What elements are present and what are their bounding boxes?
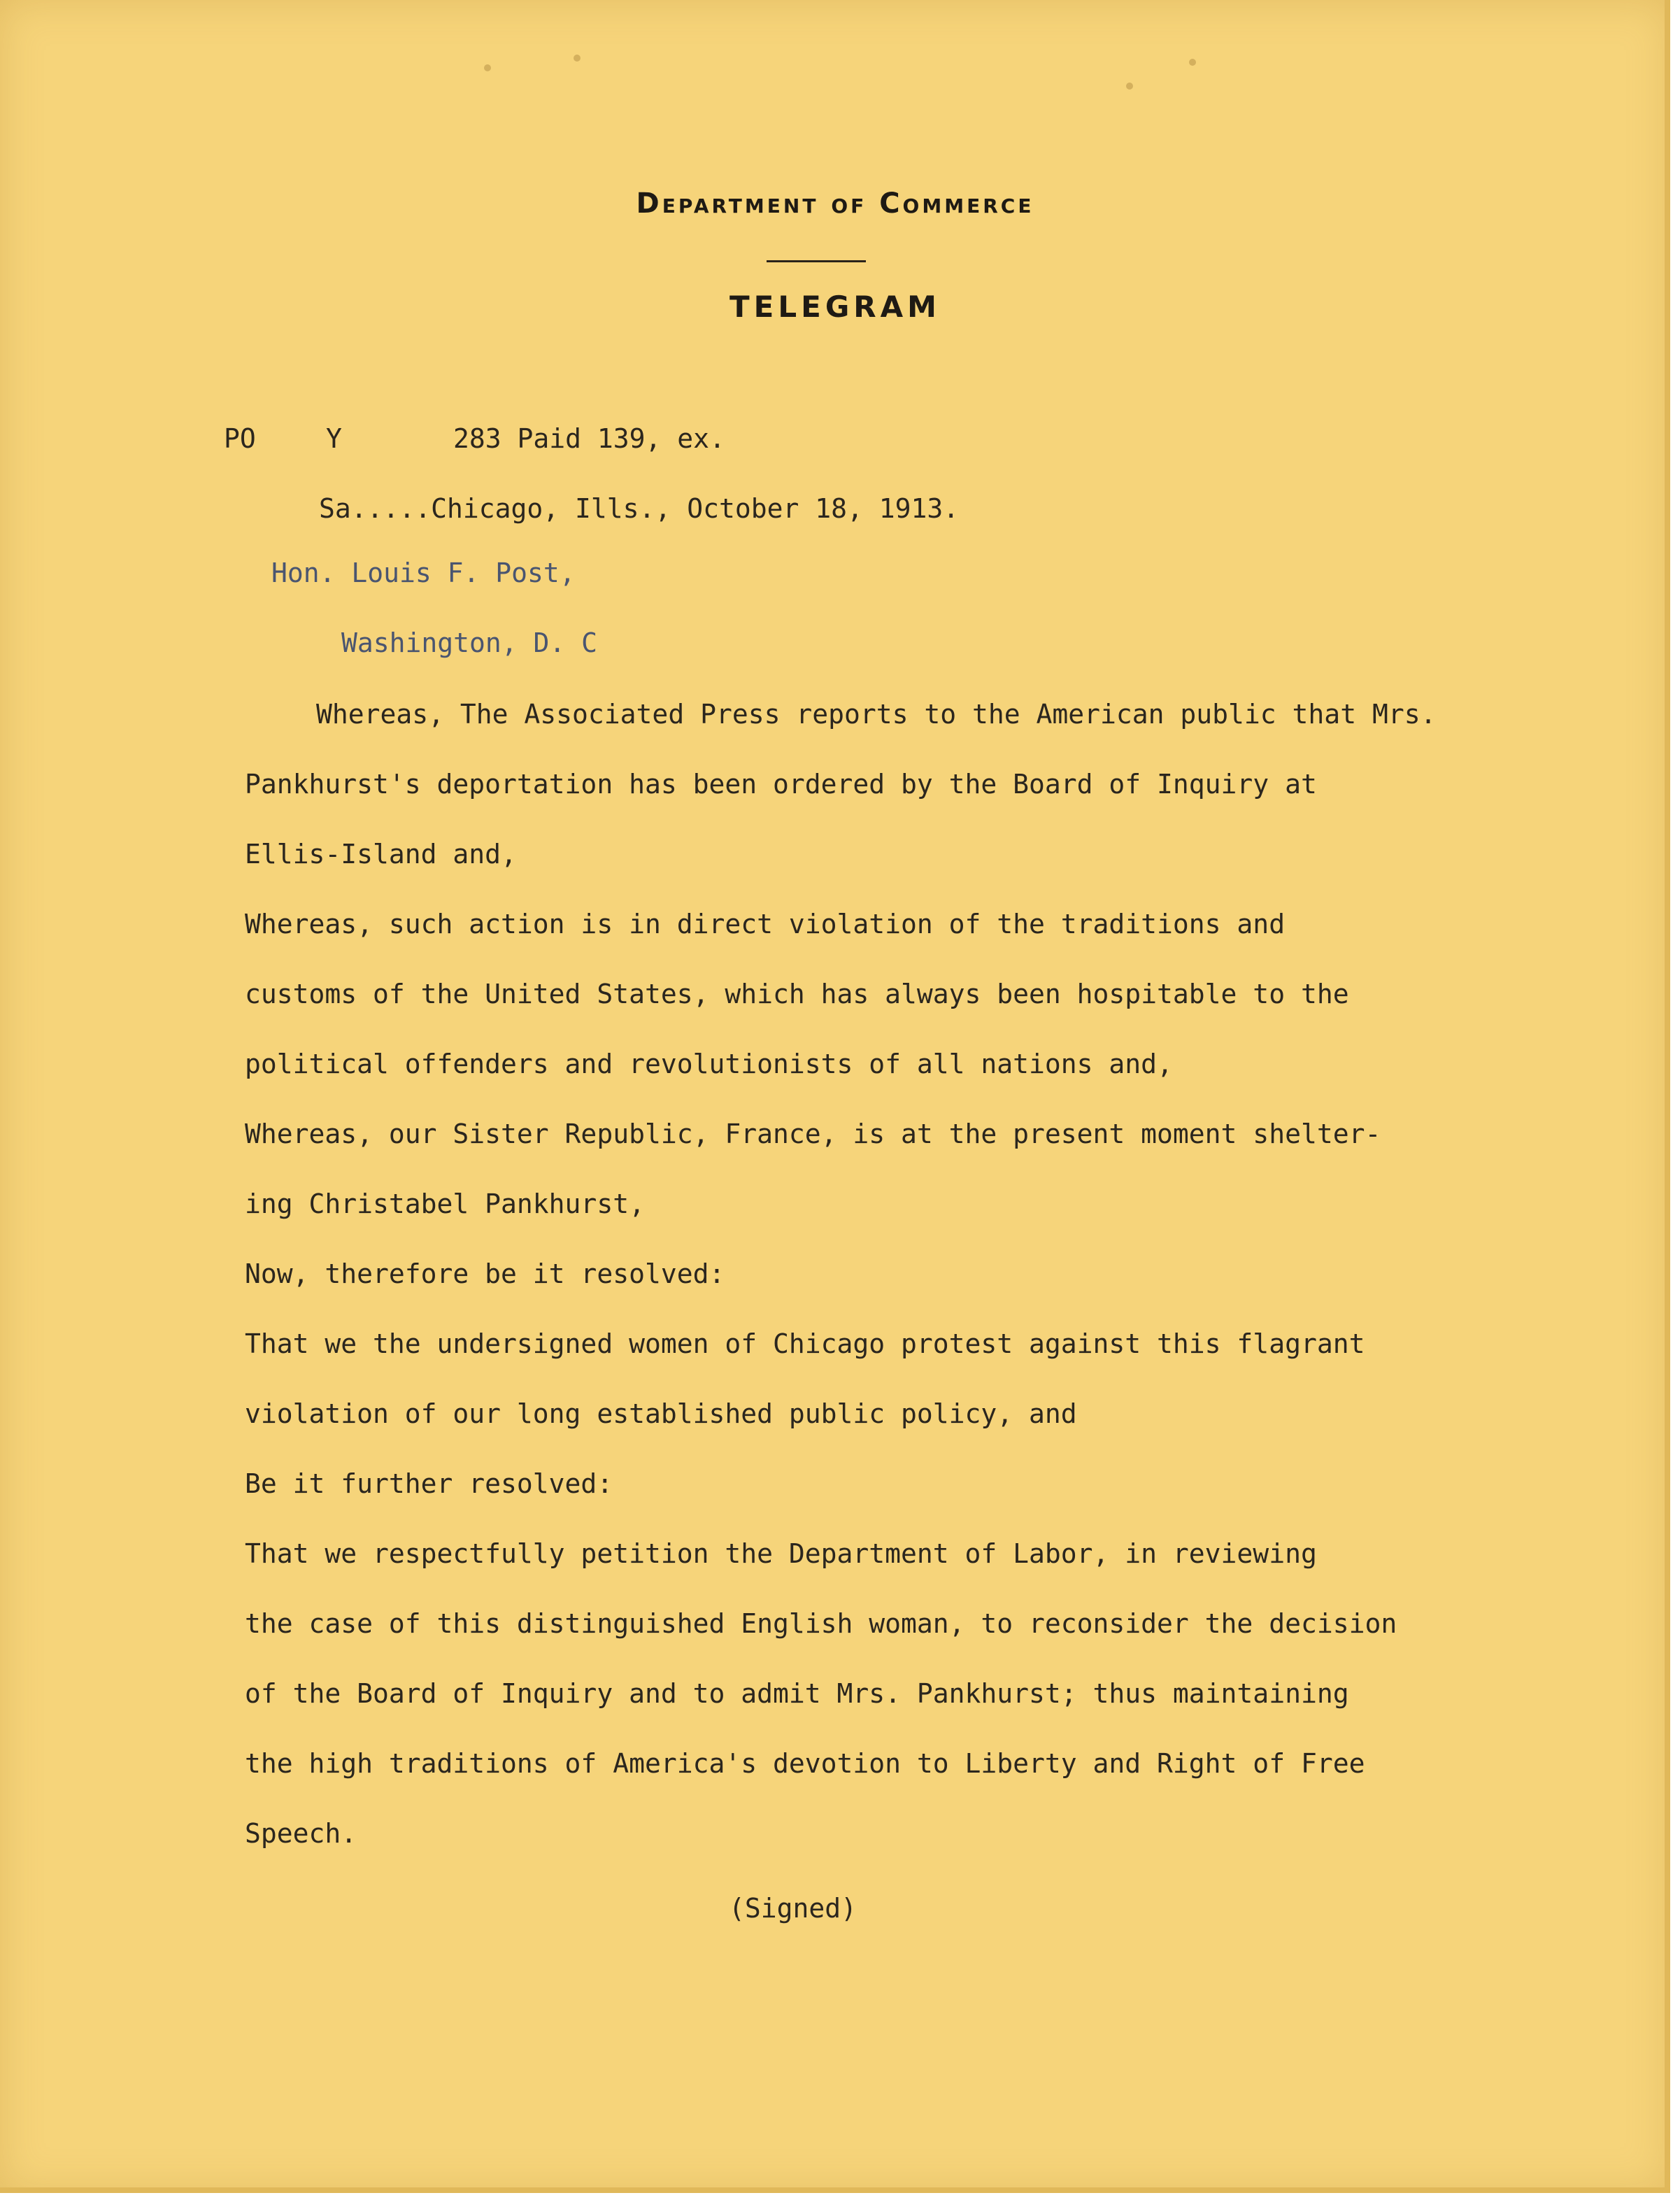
body-line: of the Board of Inquiry and to admit Mrs. Pankhurst; thus maintaining bbox=[245, 1678, 1349, 1709]
body-line: the high traditions of America's devotion to Liberty and Right of Free bbox=[245, 1748, 1365, 1779]
body-line: Pankhurst's deportation has been ordered by the Board of Inquiry at bbox=[245, 769, 1317, 800]
paper-blemish bbox=[1126, 83, 1133, 90]
body-line: Be it further resolved: bbox=[245, 1468, 613, 1499]
addressee-location: Washington, D. C bbox=[341, 627, 598, 658]
body-line: Ellis-Island and, bbox=[245, 839, 517, 870]
body-line: ing Christabel Pankhurst, bbox=[245, 1188, 645, 1219]
signed-note: (Signed) bbox=[729, 1893, 857, 1924]
body-line: Whereas, such action is in direct violation of the traditions and bbox=[245, 909, 1286, 939]
paper-blemish bbox=[484, 64, 491, 71]
code-po: PO bbox=[224, 423, 256, 454]
department-heading: Department of Commerce bbox=[636, 187, 1034, 220]
body-line: Whereas, our Sister Republic, France, is at the present moment shelter- bbox=[245, 1119, 1381, 1149]
body-line: Whereas, The Associated Press reports to the American public that Mrs. bbox=[316, 699, 1437, 730]
body-line: Speech. bbox=[245, 1818, 357, 1849]
addressee-name: Hon. Louis F. Post, bbox=[271, 558, 576, 588]
paper-blemish bbox=[574, 55, 581, 62]
telegram-heading: TELEGRAM bbox=[729, 290, 941, 324]
heading-divider bbox=[767, 260, 866, 262]
body-line: political offenders and revolutionists of all nations and, bbox=[245, 1049, 1173, 1079]
body-line: That we the undersigned women of Chicago protest against this flagrant bbox=[245, 1328, 1365, 1359]
paper-blemish bbox=[1189, 59, 1196, 66]
body-line: That we respectfully petition the Department of Labor, in reviewing bbox=[245, 1538, 1317, 1569]
body-line: the case of this distinguished English woman, to reconsider the decision bbox=[245, 1608, 1397, 1639]
body-line: Now, therefore be it resolved: bbox=[245, 1258, 725, 1289]
body-line: violation of our long established public policy, and bbox=[245, 1398, 1077, 1429]
code-y: Y bbox=[326, 423, 342, 454]
body-line: customs of the United States, which has always been hospitable to the bbox=[245, 979, 1349, 1009]
paper-edge-right bbox=[1665, 0, 1670, 2193]
origin-dateline: Sa.....Chicago, Ills., October 18, 1913. bbox=[319, 493, 960, 524]
paper-edge-bottom bbox=[0, 2187, 1670, 2193]
paid-line: 283 Paid 139, ex. bbox=[453, 423, 725, 454]
